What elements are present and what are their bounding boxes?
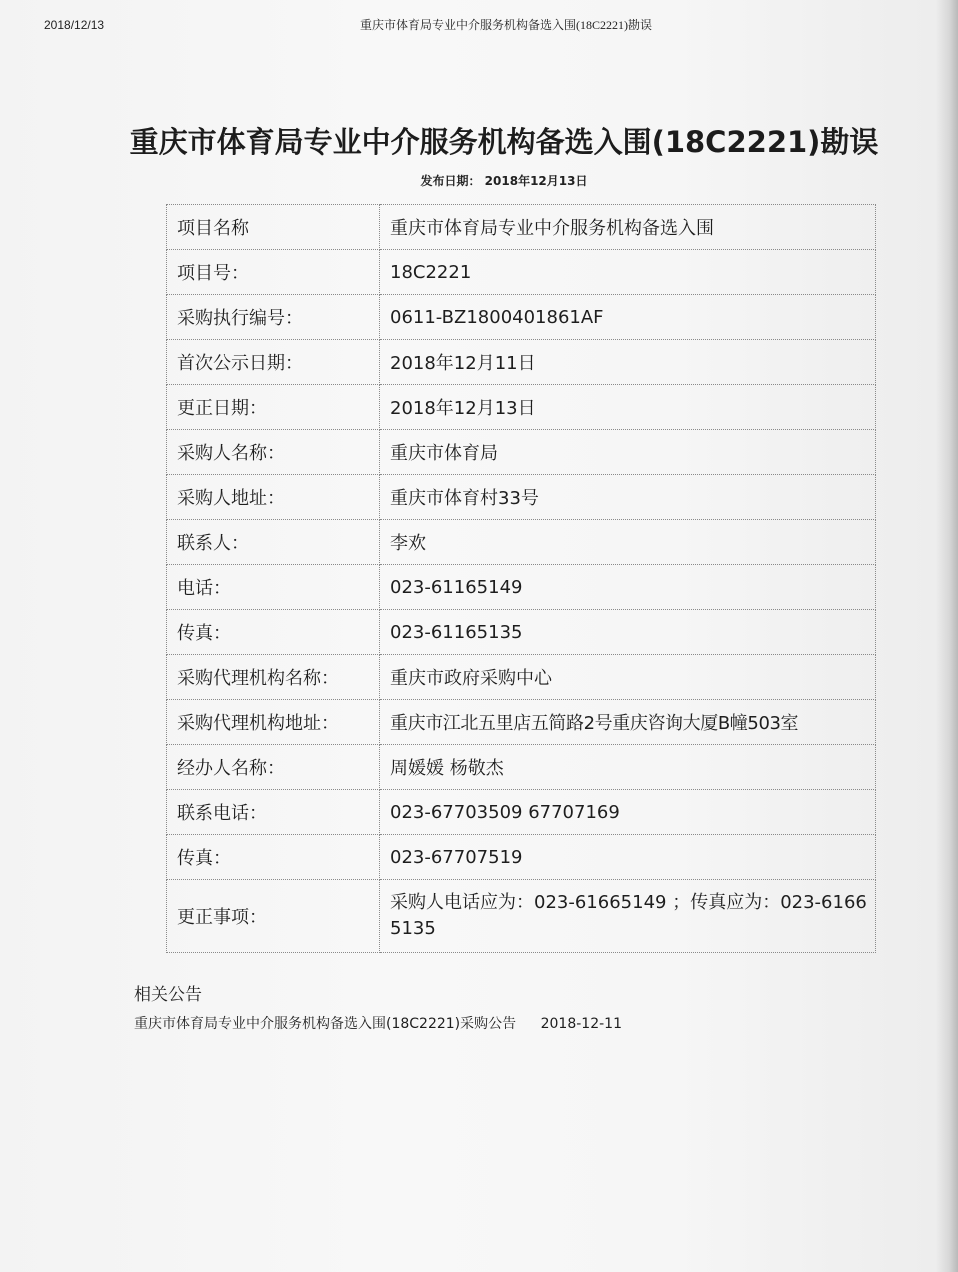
row-value: 周媛媛 杨敬杰: [380, 745, 876, 790]
row-value: 023-67703509 67707169: [380, 790, 876, 835]
table-row: [167, 835, 876, 880]
row-label: 采购代理机构名称：: [167, 655, 380, 700]
publish-date: 发布日期： 2018年12月13日: [420, 174, 588, 188]
row-value: 重庆市江北五里店五简路2号重庆咨询大厦B幢503室: [380, 700, 876, 745]
related-notice-title[interactable]: 重庆市体育局专业中介服务机构备选入围(18C2221)采购公告: [134, 1016, 517, 1032]
table-row: [167, 520, 876, 565]
row-label: 更正事项：: [167, 880, 380, 953]
table-row: [167, 880, 876, 953]
row-value: 18C2221: [380, 250, 876, 295]
row-value: 023-61165149: [380, 565, 876, 610]
row-label: 采购人名称：: [167, 430, 380, 475]
table-row: [167, 385, 876, 430]
row-label: 首次公示日期：: [167, 340, 380, 385]
page-shadow: [936, 0, 958, 1272]
row-value: 重庆市政府采购中心: [380, 655, 876, 700]
row-value: 重庆市体育村33号: [380, 475, 876, 520]
print-date: 2018/12/13: [44, 18, 105, 32]
table-row: [167, 475, 876, 520]
row-label: 经办人名称：: [167, 745, 380, 790]
related-heading: 相关公告: [134, 985, 202, 1005]
table-row: [167, 790, 876, 835]
row-value: 李欢: [380, 520, 876, 565]
row-label: 采购执行编号：: [167, 295, 380, 340]
row-label: 联系人：: [167, 520, 380, 565]
row-value: 023-61165135: [380, 610, 876, 655]
table-row: [167, 565, 876, 610]
row-value: 0611-BZ1800401861AF: [380, 295, 876, 340]
table-row: [167, 295, 876, 340]
print-header-title: 重庆市体育局专业中介服务机构备选入围(18C2221)勘误: [360, 18, 652, 32]
related-notice-date: 2018-12-11: [540, 1016, 622, 1032]
row-label: 电话：: [167, 565, 380, 610]
row-label: 项目号：: [167, 250, 380, 295]
row-value: 2018年12月13日: [380, 385, 876, 430]
row-value: 采购人电话应为：023-61665149 ；传真应为：023-61665135: [380, 880, 876, 953]
table-row: [167, 205, 876, 250]
notice-info-table: [166, 204, 876, 953]
related-notice-link[interactable]: [134, 1013, 622, 1033]
table-row: [167, 430, 876, 475]
table-row: [167, 610, 876, 655]
row-value: 重庆市体育局: [380, 430, 876, 475]
table-row: [167, 700, 876, 745]
row-value: 023-67707519: [380, 835, 876, 880]
row-value: 2018年12月11日: [380, 340, 876, 385]
row-value: 重庆市体育局专业中介服务机构备选入围: [380, 205, 876, 250]
table-row: [167, 745, 876, 790]
row-label: 传真：: [167, 835, 380, 880]
row-label: 采购代理机构地址：: [167, 700, 380, 745]
row-label: 更正日期：: [167, 385, 380, 430]
table-row: [167, 250, 876, 295]
page-title: 重庆市体育局专业中介服务机构备选入围(18C2221)勘误: [129, 125, 879, 159]
table-row: [167, 655, 876, 700]
row-label: 采购人地址：: [167, 475, 380, 520]
row-label: 项目名称: [167, 205, 380, 250]
table-row: [167, 340, 876, 385]
row-label: 联系电话：: [167, 790, 380, 835]
row-label: 传真：: [167, 610, 380, 655]
